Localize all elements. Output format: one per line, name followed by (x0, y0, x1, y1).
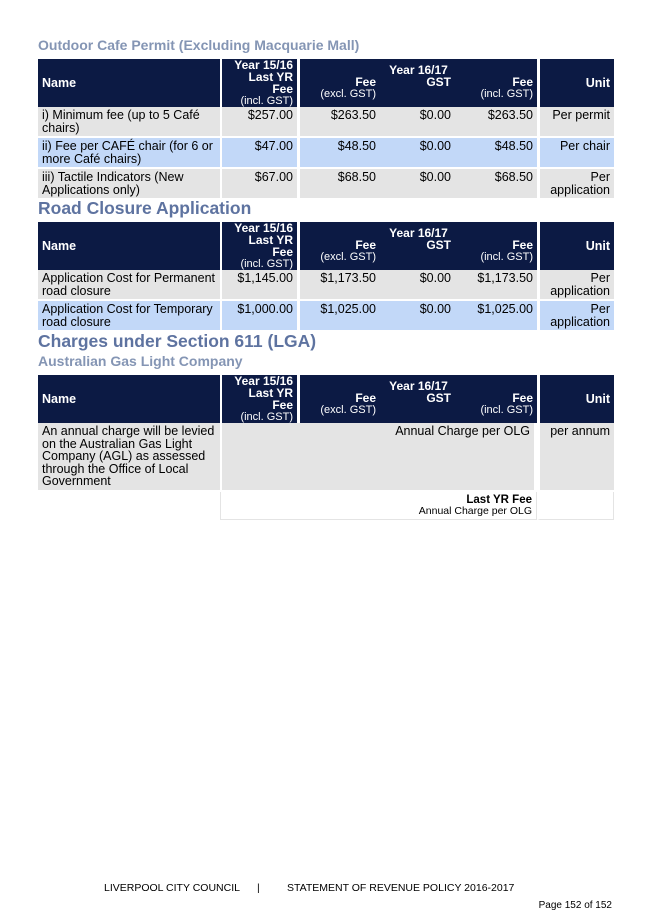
note-title: Last YR Fee (466, 493, 532, 506)
header-fee: Fee (excl. GST) (320, 75, 376, 100)
row-fee-incl: $48.50 (455, 138, 537, 169)
header-fee-incl: Fee (incl. GST) (480, 391, 533, 416)
table-row (38, 270, 614, 301)
header-last-yr-fee: Year 15/16 Last YR Fee (incl. GST) (220, 222, 300, 270)
header-last-yr-fee: Year 15/16 Last YR Fee (incl. GST) (220, 375, 300, 423)
header-gst: GST (426, 391, 451, 405)
row-name: An annual charge will be levied on the Australian Gas Light Company (AGL) as assessed through the Office of Local Government (38, 423, 220, 492)
table-row (38, 423, 614, 492)
row-fee-incl: $68.50 (455, 169, 537, 200)
header-last-yr-fee (220, 59, 300, 107)
header-name: Name (38, 222, 220, 270)
row-fee-incl: $263.50 (455, 107, 537, 138)
row-unit: per annum (537, 423, 614, 492)
header-gst: GST (426, 75, 451, 89)
header-year-curr-group: Year 16/17 Fee (excl. GST) GST Fee (incl. GST) (300, 375, 537, 423)
section-title-outdoor-cafe: Outdoor Cafe Permit (Excluding Macquarie Mall) (38, 37, 360, 53)
row-unit: Per permit (537, 107, 614, 138)
row-fee: $1,025.00 (300, 301, 380, 332)
table-note-row (38, 492, 614, 520)
table-row (38, 301, 614, 332)
footer-separator: | (257, 882, 260, 894)
row-gst: $0.00 (380, 169, 455, 200)
table-header-row (38, 375, 614, 423)
table-row (38, 169, 614, 200)
row-unit: Per application (537, 169, 614, 200)
table-row (38, 107, 614, 138)
row-name: ii) Fee per CAFÉ chair (for 6 or more Café chairs) (38, 138, 220, 169)
row-fee: $48.50 (300, 138, 380, 169)
row-fee: $263.50 (300, 107, 380, 138)
header-unit: Unit (537, 222, 614, 270)
page-number: Page 152 of 152 (538, 900, 612, 911)
header-unit: Unit (537, 375, 614, 423)
row-name: iii) Tactile Indicators (New Applications only) (38, 169, 220, 200)
row-unit: Per chair (537, 138, 614, 169)
outdoor-cafe-table (38, 59, 614, 200)
section-subtitle-agl: Australian Gas Light Company (38, 353, 243, 369)
section-611-table (38, 375, 614, 520)
header-last-fee-sub: (incl. GST) (240, 95, 293, 107)
row-fee: $68.50 (300, 169, 380, 200)
row-gst: $0.00 (380, 107, 455, 138)
header-year-curr: Year 16/17 (389, 63, 448, 77)
row-unit: Per application (537, 301, 614, 332)
section-title-road-closure: Road Closure Application (38, 198, 252, 218)
row-name: Application Cost for Temporary road closure (38, 301, 220, 332)
header-last-fee: Last YR Fee (248, 70, 293, 96)
header-fee-incl: Fee (incl. GST) (480, 238, 533, 263)
row-last-fee: $47.00 (220, 138, 300, 169)
row-last-fee: $67.00 (220, 169, 300, 200)
row-fee-incl: $1,173.50 (455, 270, 537, 301)
header-year-curr-group (300, 59, 537, 107)
header-year-prev: Year 15/16 (234, 58, 293, 72)
row-fee-incl: $1,025.00 (455, 301, 537, 332)
table-row (38, 138, 614, 169)
footer-doc-title: STATEMENT OF REVENUE POLICY 2016-2017 (287, 882, 515, 894)
row-fee-text: Annual Charge per OLG (220, 423, 537, 492)
note-cell (220, 492, 537, 520)
row-gst: $0.00 (380, 301, 455, 332)
header-fee: Fee (excl. GST) (320, 391, 376, 416)
header-fee: Fee (excl. GST) (320, 238, 376, 263)
header-unit: Unit (537, 59, 614, 107)
road-closure-table (38, 222, 614, 332)
header-name: Name (38, 59, 220, 107)
note-text: Annual Charge per OLG (418, 504, 532, 517)
row-gst: $0.00 (380, 138, 455, 169)
header-fee-incl: Fee (incl. GST) (480, 75, 533, 100)
row-unit: Per application (537, 270, 614, 301)
header-name: Name (38, 375, 220, 423)
row-gst: $0.00 (380, 270, 455, 301)
row-name: Application Cost for Permanent road closure (38, 270, 220, 301)
row-fee: $1,173.50 (300, 270, 380, 301)
table-header-row (38, 59, 614, 107)
table-header-row (38, 222, 614, 270)
row-last-fee: $257.00 (220, 107, 300, 138)
footer-org: LIVERPOOL CITY COUNCIL (104, 882, 240, 894)
row-last-fee: $1,145.00 (220, 270, 300, 301)
header-gst: GST (426, 238, 451, 252)
row-last-fee: $1,000.00 (220, 301, 300, 332)
header-year-curr-group: Year 16/17 Fee (excl. GST) GST Fee (incl. GST) (300, 222, 537, 270)
section-title-section-611: Charges under Section 611 (LGA) (38, 331, 317, 351)
row-name: i) Minimum fee (up to 5 Café chairs) (38, 107, 220, 138)
